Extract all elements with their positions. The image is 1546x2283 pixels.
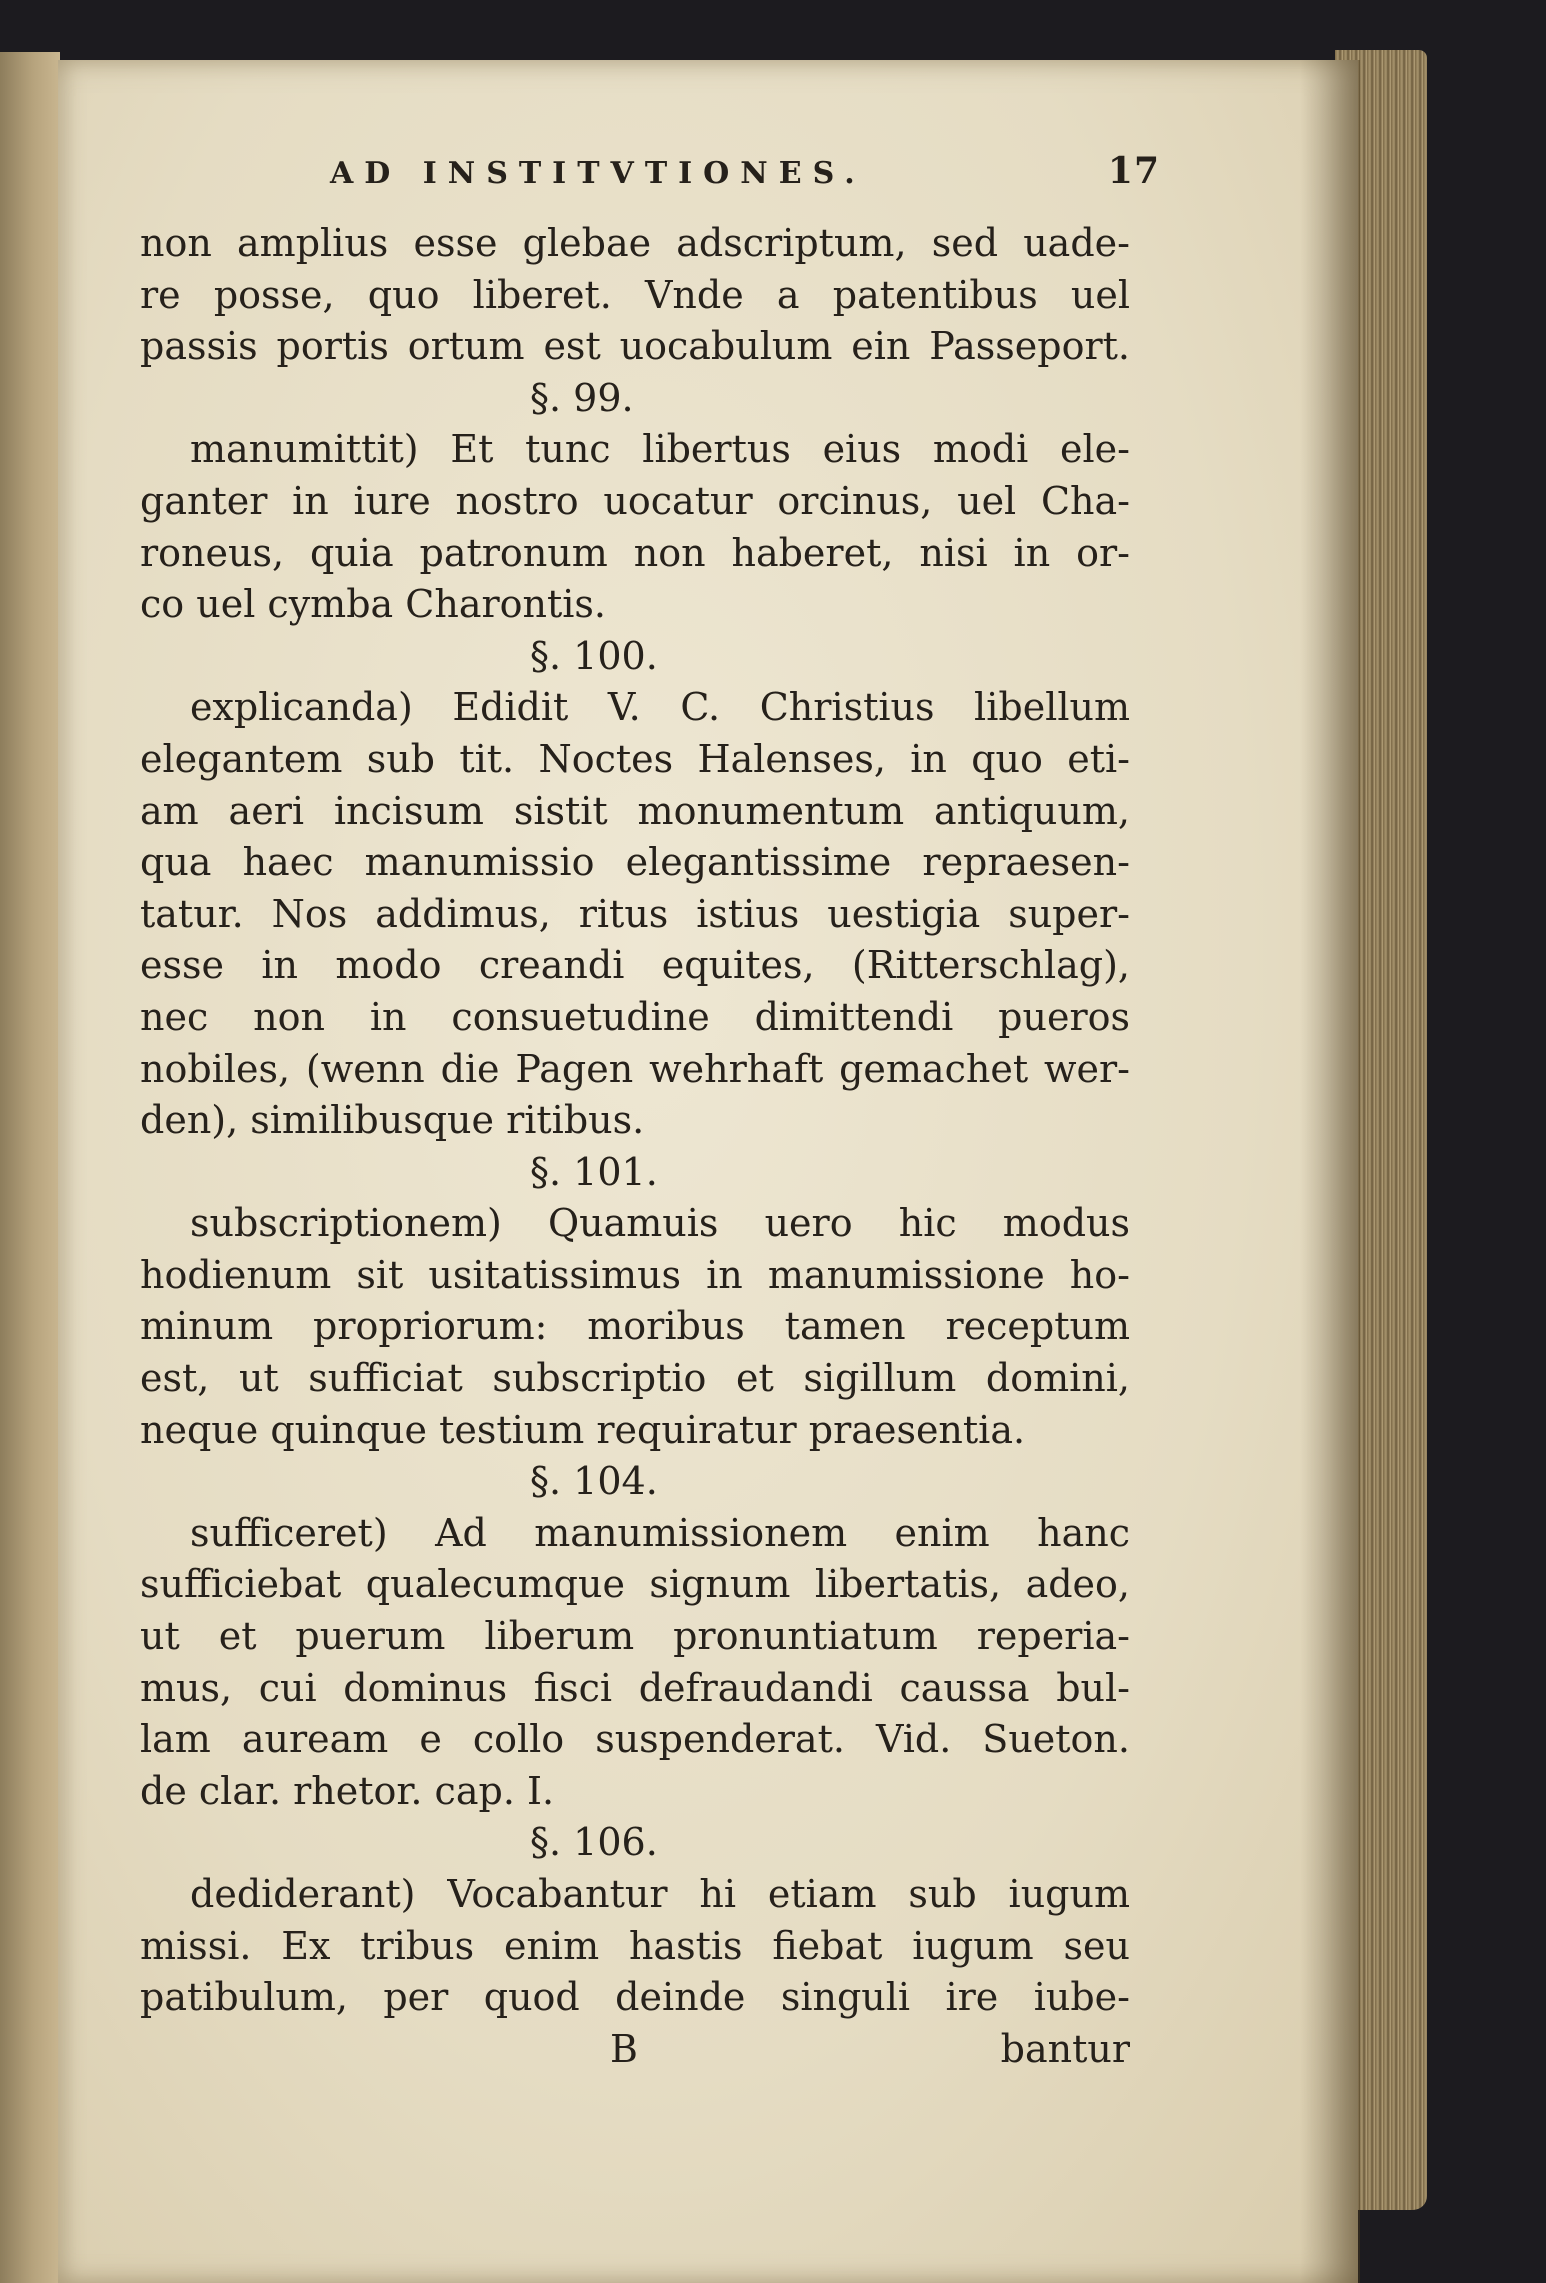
text-line: co uel cymba Charontis. (140, 582, 607, 627)
catchword: bantur (1000, 2026, 1130, 2071)
running-title: AD INSTITVTIONES. (330, 156, 866, 191)
text-line: ganter in iure nostro uocatur orcinus, uel Cha- (140, 478, 1130, 523)
text-line: nec non in consuetudine dimittendi pueros (140, 994, 1130, 1039)
text-line: patibulum, per quod deinde singuli ire iube- (140, 1975, 1130, 2020)
text-line: den), similibusque ritibus. (140, 1098, 645, 1143)
text-line: nobiles, (wenn die Pagen wehrhaft gemachet wer- (140, 1046, 1130, 1091)
text-line: ut et puerum liberum pronuntiatum reperia- (140, 1614, 1130, 1659)
section-heading: §. 99. (530, 375, 634, 420)
text-line: tatur. Nos addimus, ritus istius uestigia super- (140, 891, 1130, 936)
text-line: esse in modo creandi equites, (Ritterschlag), (140, 943, 1130, 988)
text-line: mus, cui dominus fisci defraudandi caussa bul- (140, 1665, 1130, 1710)
text-line: manumittit) Et tunc libertus eius modi ele- (190, 427, 1130, 472)
gutter-shadow (1300, 60, 1360, 2283)
body-text (140, 218, 1130, 2075)
text-line: lam auream e collo suspenderat. Vid. Sueton. (140, 1717, 1130, 1762)
facing-page-edge (0, 52, 60, 2283)
text-line: non amplius esse glebae adscriptum, sed uade- (140, 221, 1130, 265)
section-heading: §. 101. (530, 1149, 658, 1194)
text-line: est, ut sufficiat subscriptio et sigillum domini, (140, 1356, 1130, 1401)
signature-mark: B (610, 2026, 638, 2071)
text-line: neque quinque testium requiratur praesentia. (140, 1407, 1026, 1452)
page-footer (140, 2024, 1130, 2076)
text-line: qua haec manumissio elegantissime repraesen- (140, 840, 1130, 885)
text-line: dediderant) Vocabantur hi etiam sub iugum (190, 1872, 1130, 1916)
text-line: elegantem sub tit. Noctes Halenses, in quo eti- (140, 736, 1130, 781)
page-number: 17 (1107, 150, 1160, 192)
text-line: missi. Ex tribus enim hastis fiebat iugum seu (140, 1923, 1130, 1968)
text-line: sufficeret) Ad manumissionem enim hanc (190, 1510, 1130, 1555)
section-heading: §. 100. (530, 633, 658, 678)
section-heading: §. 104. (530, 1459, 658, 1504)
text-line: passis portis ortum est uocabulum ein Passeport. (140, 324, 1130, 369)
text-line: de clar. rhetor. cap. I. (140, 1768, 555, 1813)
text-line: sufficiebat qualecumque signum libertatis, adeo, (140, 1562, 1130, 1607)
text-line: explicanda) Edidit V. C. Christius libellum (190, 685, 1130, 730)
text-line: minum propriorum: moribus tamen receptum (140, 1304, 1130, 1349)
text-line: am aeri incisum sistit monumentum antiquum, (140, 788, 1130, 833)
text-line: re posse, quo liberet. Vnde a patentibus uel (140, 272, 1130, 317)
text-line: subscriptionem) Quamuis uero hic modus (190, 1201, 1130, 1246)
text-line: roneus, quia patronum non haberet, nisi in or- (140, 530, 1130, 575)
page-text (140, 150, 1160, 2075)
text-line: hodienum sit usitatissimus in manumissione ho- (140, 1252, 1130, 1297)
section-heading: §. 106. (530, 1820, 658, 1865)
running-header (330, 150, 1160, 210)
